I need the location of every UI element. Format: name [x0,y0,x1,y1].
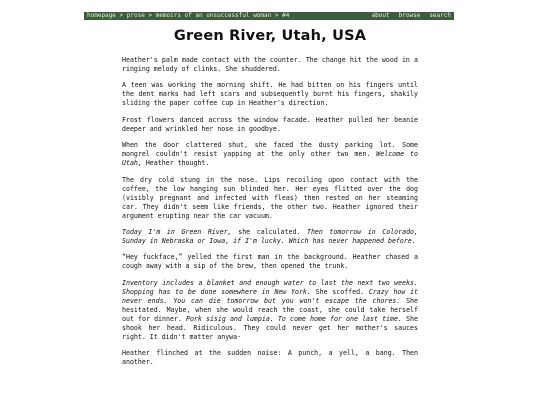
article-body [122,56,418,375]
nav-links [372,12,451,20]
breadcrumb-current: #4 [282,12,290,19]
breadcrumb-prose[interactable]: prose [126,12,145,19]
nav-link-about[interactable]: about [371,12,390,19]
paragraph [122,81,418,108]
breadcrumb [87,12,289,20]
paragraph [122,116,418,134]
breadcrumb-separator: > [271,12,283,19]
text-run: A teen was working the morning shift. He had bitten on his fingers until the dent marks had left scars and subsequently burnt his fingers, shakily sliding the paper coffee cup in Heather's direction. [122,81,418,108]
breadcrumb-separator: > [115,12,127,19]
italic-text: To come home for one last time. [277,314,402,323]
top-nav-bar [84,12,454,20]
italic-text: Then tomorrow in Colorado, Sunday in Nebraska or Iowa, if I'm lucky. Which has never happened before. [122,227,418,245]
nav-link-browse[interactable]: browse [398,12,421,19]
paragraph [122,253,418,271]
italic-text: Today I'm in Green River, [122,227,232,236]
text-run: Heather flinched at the sudden noise: A punch, a yell, a bang. Then another. [122,349,418,367]
paragraph [122,228,418,246]
italic-text: Crazy how it never ends. You can die tomorrow but you won't escape the chores. [122,287,418,305]
text-run: Frost flowers danced across the window facade. Heather pulled her beanie deeper and wrinkled her nose in goodbye. [122,115,418,133]
breadcrumb-collection[interactable]: memoirs of an unsuccessful woman [155,12,272,19]
paragraph [122,349,418,367]
text-run: She hesitated. Maybe, when she would reach the coast, she could take herself out for dinner. [122,296,418,323]
text-run: she calculated. [231,227,307,236]
paragraph [122,279,418,342]
page-title: Green River, Utah, USA [173,28,367,44]
breadcrumb-separator: > [144,12,156,19]
breadcrumb-homepage[interactable]: homepage [87,12,116,19]
paragraph [122,141,418,168]
italic-text: Inventory includes a blanket and enough water to last the next two weeks. Shopping has to be done somewhere in New York. [122,278,418,296]
italic-text: Pork sisig and lumpia. [185,314,274,323]
paragraph [122,56,418,74]
text-run: When the door clattered shut, she faced the dusty parking lot. Some mongrel couldn't resist yapping at the only other two men. [122,141,418,159]
text-run: Heather's palm made contact with the counter. The change hit the wood in a ringing melody of clinks. She shuddered. [122,56,418,73]
text-run: She scoffed. [310,287,369,296]
italic-text: Welcome to Utah, [122,150,419,168]
text-run: Heather thought. [141,159,210,168]
text-run: “Hey fuckface,” yelled the first man in the background. Heather chased a cough away with a sip of the brew, then opened the trunk. [122,253,418,271]
text-run: She shook her head. Ridiculous. They could never get her mother's sauces right. It didn't matter anywa- [122,314,418,341]
text-run: The dry cold stung in the nose. Lips recoiling upon contact with the coffee, the low hanging sun blinded her. Her eyes flitted over the dog (visibly pregnant and infected with fleas) then rested on her steaming car. They didn't seem like friends, the other two. Heather ignored their argument erupting near the car vacuum. [122,175,418,220]
nav-link-search[interactable]: search [429,12,451,19]
paragraph [122,176,418,221]
